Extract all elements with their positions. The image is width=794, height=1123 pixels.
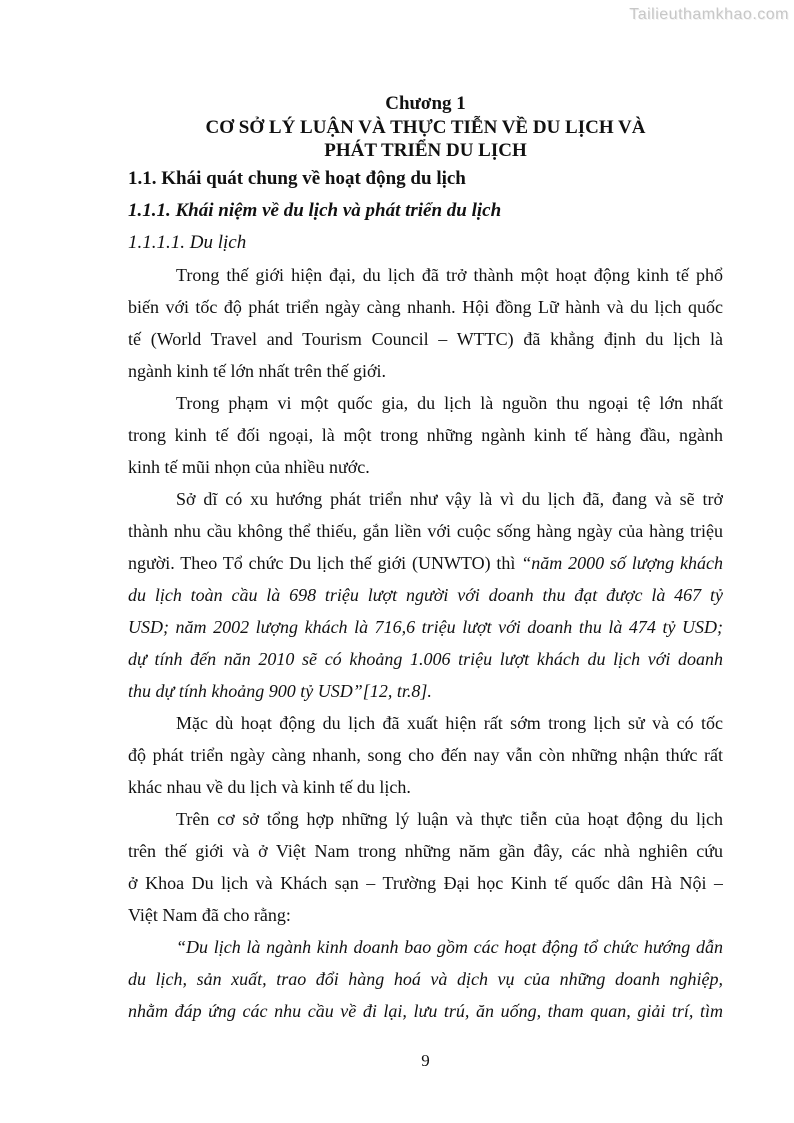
quoted-text: du lịch toàn cầu là 698 triệu lượt người với doanh thu đạt được là 467 tỷ [128,584,723,605]
text-line [128,835,723,867]
quoted-text: “năm 2000 số lượng khách [521,552,723,573]
text-line [128,419,723,451]
text-line [128,899,723,931]
text-line [128,707,723,739]
body-text [128,259,723,1027]
quoted-text: dự tính đến năn 2010 sẽ có khoảng 1.006 triệu lượt khách du lịch với doanh [128,648,723,669]
paragraph [128,483,723,707]
text-line [128,675,723,707]
plain-text: Sở dĩ có xu hướng phát triển như vậy là vì du lịch đã, đang và sẽ trở [176,488,723,509]
text-line [128,963,723,995]
chapter-number: Chương 1 [385,93,466,114]
text-line [128,643,723,675]
plain-text: Trên cơ sở tổng hợp những lý luận và thực tiễn của hoạt động du lịch [176,808,723,829]
text-line [128,547,723,579]
plain-text: kinh tế mũi nhọn của nhiều nước. [128,456,370,477]
chapter-heading [128,92,723,163]
quoted-text: nhằm đáp ứng các nhu cầu về đi lại, lưu trú, ăn uống, tham quan, giải trí, tìm [128,1000,723,1021]
text-line [128,931,723,963]
page-content [128,0,723,1071]
text-line [128,867,723,899]
quoted-text: thu dự tính khoảng 900 tỷ USD”[12, tr.8]. [128,680,432,701]
plain-text: ngành kinh tế lớn nhất trên thế giới. [128,360,386,381]
text-line [128,739,723,771]
text-line [128,579,723,611]
text-line [128,515,723,547]
plain-text: Việt Nam đã cho rằng: [128,904,291,925]
section-heading-1-1-1-1: 1.1.1.1. Du lịch [128,231,247,253]
quoted-text: USD; năm 2002 lượng khách là 716,6 triệu lượt với doanh thu là 474 tỷ USD; [128,616,723,637]
section-headings [128,163,723,259]
text-line [128,771,723,803]
plain-text: ở Khoa Du lịch và Khách sạn – Trường Đại học Kinh tế quốc dân Hà Nội – [128,872,723,893]
paragraph [128,259,723,387]
plain-text: trên thế giới và ở Việt Nam trong những năm gần đây, các nhà nghiên cứu [128,840,723,861]
text-line [128,323,723,355]
chapter-title [128,116,723,163]
plain-text: biến với tốc độ phát triển ngày càng nhanh. Hội đồng Lữ hành và du lịch quốc [128,296,723,317]
plain-text: người. Theo Tổ chức Du lịch thế giới (UNWTO) thì [128,552,522,573]
text-line [128,611,723,643]
text-line [128,355,723,387]
plain-text: Trong phạm vi một quốc gia, du lịch là nguồn thu ngoại tệ lớn nhất [176,392,723,413]
text-line [128,451,723,483]
page-number: 9 [421,1050,430,1070]
text-line [128,803,723,835]
chapter-title-line: CƠ SỞ LÝ LUẬN VÀ THỰC TIỄN VỀ DU LỊCH VÀ [205,116,646,138]
text-line [128,259,723,291]
paragraph [128,803,723,931]
plain-text: Mặc dù hoạt động du lịch đã xuất hiện rất sớm trong lịch sử và có tốc [176,712,723,733]
quoted-text: du lịch, sản xuất, trao đổi hàng hoá và dịch vụ của những doanh nghiệp, [128,968,723,989]
watermark: Tailieuthamkhao.com [629,6,789,23]
quoted-text: “Du lịch là ngành kinh doanh bao gồm các hoạt động tổ chức hướng dẫn [176,936,723,957]
text-line [128,995,723,1027]
plain-text: độ phát triển ngày càng nhanh, song cho đến nay vẫn còn những nhận thức rất [128,744,723,765]
plain-text: tế (World Travel and Tourism Council – WTTC) đã khẳng định du lịch là [128,328,723,349]
plain-text: trong kinh tế đối ngoại, là một trong những ngành kinh tế hàng đầu, ngành [128,424,723,445]
chapter-title-line: PHÁT TRIỂN DU LỊCH [324,140,527,161]
paragraph [128,387,723,483]
text-line [128,483,723,515]
plain-text: Trong thế giới hiện đại, du lịch đã trở thành một hoạt động kinh tế phổ [176,264,723,285]
paragraph [128,931,723,1027]
paragraph [128,707,723,803]
plain-text: khác nhau về du lịch và kinh tế du lịch. [128,776,411,797]
text-line [128,291,723,323]
section-heading-1-1: 1.1. Khái quát chung về hoạt động du lịch [128,167,466,189]
text-line [128,387,723,419]
section-heading-1-1-1: 1.1.1. Khái niệm về du lịch và phát triển du lịch [128,199,502,221]
plain-text: thành nhu cầu không thể thiếu, gắn liền với cuộc sống hàng ngày của hàng triệu [128,520,723,541]
